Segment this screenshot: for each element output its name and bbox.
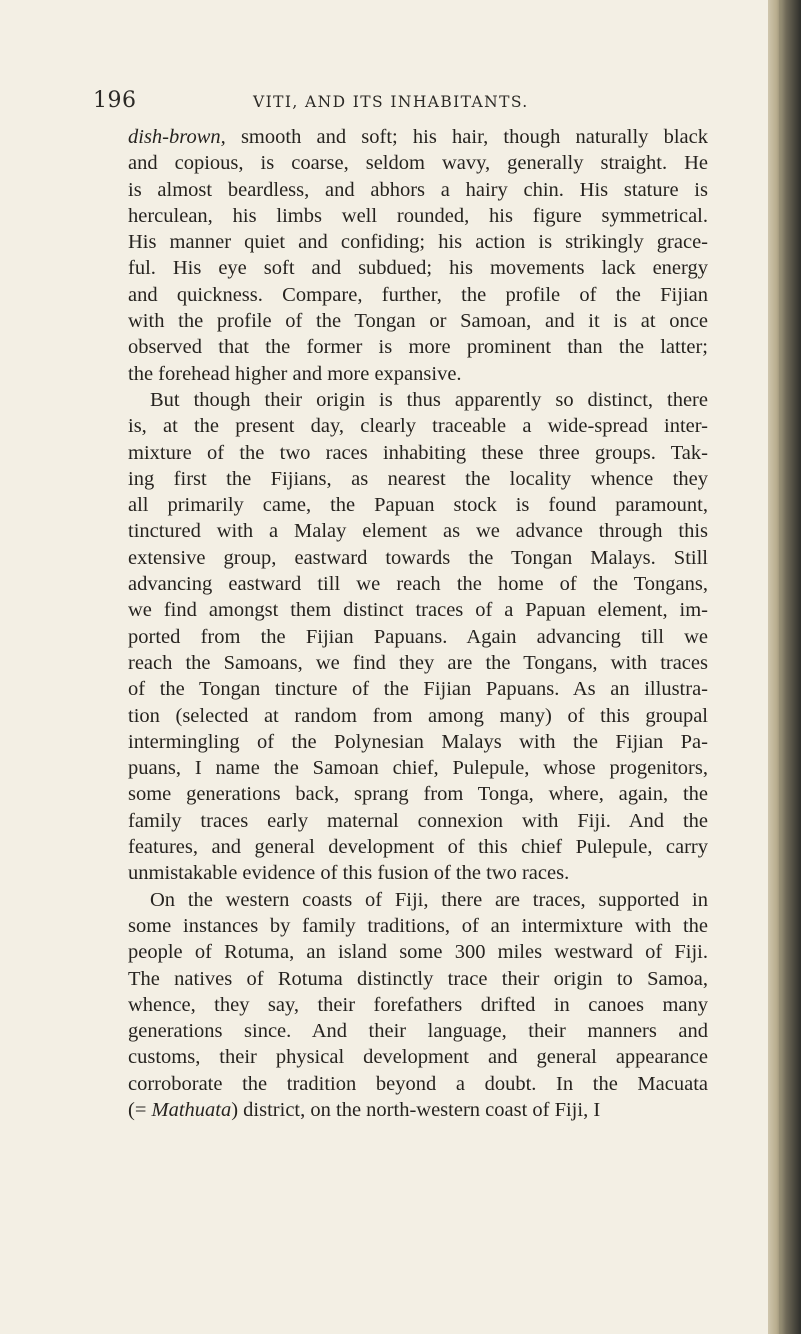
line-text: some generations back, sprang from Tonga, where, again, the: [128, 783, 708, 806]
line-text: is, at the present day, clearly traceable a wide-spread inter-: [128, 415, 708, 438]
text-line: [128, 150, 708, 176]
line-text: unmistakable evidence of this fusion of the two races.: [128, 862, 570, 885]
text-line: [128, 466, 708, 492]
text-line: [128, 440, 708, 466]
text-line: [128, 992, 708, 1018]
text-line: [128, 676, 708, 702]
running-head: VITI, AND ITS INHABITANTS.: [253, 93, 529, 111]
line-text: of the Tongan tincture of the Fijian Papuans. As an illustra-: [128, 678, 708, 701]
line-text: corroborate the tradition beyond a doubt. In the Macuata: [128, 1072, 708, 1095]
text-line: [128, 518, 708, 544]
text-line: [128, 1044, 708, 1070]
line-text: mixture of the two races inhabiting these three groups. Tak-: [128, 441, 708, 464]
line-text: the forehead higher and more expansive.: [128, 362, 462, 385]
text-line: [128, 124, 708, 150]
text-line: [128, 1018, 708, 1044]
text-line: [128, 808, 708, 834]
italic-text: dish-brown,: [128, 126, 226, 148]
text-line: [128, 492, 708, 518]
page-edge-stripe: [779, 0, 782, 1334]
line-text: observed that the former is more prominent than the latter;: [128, 336, 708, 359]
line-text: advancing eastward till we reach the home of the Tongans,: [128, 573, 708, 596]
line-text: reach the Samoans, we find they are the Tongans, with traces: [128, 651, 708, 674]
line-text: generations since. And their language, their manners and: [128, 1020, 708, 1043]
text-line: [128, 361, 708, 387]
text-line: [128, 177, 708, 203]
text-line: [128, 597, 708, 623]
text-line: [128, 650, 708, 676]
text-line: [128, 781, 708, 807]
text-line: [128, 966, 708, 992]
line-text: puans, I name the Samoan chief, Pulepule, whose progenitors,: [128, 757, 708, 780]
line-text: family traces early maternal connexion with Fiji. And the: [128, 809, 708, 832]
text-line: [128, 229, 708, 255]
text-line: [128, 913, 708, 939]
line-text: and copious, is coarse, seldom wavy, generally straight. He: [128, 152, 708, 175]
text-line: [128, 545, 708, 571]
line-text: But though their origin is thus apparently so distinct, there: [150, 388, 708, 411]
text-line: [128, 624, 708, 650]
text-line: [128, 203, 708, 229]
line-text: tinctured with a Malay element as we advance through this: [128, 520, 708, 543]
text-line: [128, 729, 708, 755]
line-text: we find amongst them distinct traces of a Papuan element, im-: [128, 599, 708, 622]
line-text: ful. His eye soft and subdued; his movements lack energy: [128, 257, 708, 280]
line-text: tion (selected at random from among many) of this groupal: [128, 704, 708, 727]
text-line: [128, 755, 708, 781]
text-line: [128, 255, 708, 281]
line-text: His manner quiet and confiding; his action is strikingly grace-: [128, 231, 708, 254]
text-line: [128, 887, 708, 913]
line-text: ing first the Fijians, as nearest the locality whence they: [128, 467, 708, 490]
page-header: [0, 88, 768, 118]
line-text: ) district, on the north-western coast of Fiji, I: [231, 1098, 601, 1121]
line-text: is almost beardless, and abhors a hairy chin. His stature is: [128, 178, 708, 201]
line-text: intermingling of the Polynesian Malays with the Fijian Pa-: [128, 730, 708, 753]
line-text: features, and general development of this chief Pulepule, carry: [128, 836, 708, 859]
italic-text: Mathuata: [151, 1098, 232, 1121]
text-line: [128, 571, 708, 597]
line-text: customs, their physical development and general appearance: [128, 1046, 708, 1069]
text-line: [128, 282, 708, 308]
line-text: whence, they say, their forefathers drifted in canoes many: [128, 993, 708, 1016]
text-line: [128, 703, 708, 729]
line-text: (=: [128, 1098, 152, 1121]
text-line: [128, 1071, 708, 1097]
line-text: herculean, his limbs well rounded, his figure symmetrical.: [128, 204, 708, 227]
line-text: people of Rotuma, an island some 300 miles westward of Fiji.: [128, 941, 708, 964]
line-text: ported from the Fijian Papuans. Again advancing till we: [128, 625, 708, 648]
text-line: [128, 834, 708, 860]
line-text: with the profile of the Tongan or Samoan, and it is at once: [128, 310, 708, 333]
line-text: extensive group, eastward towards the Tongan Malays. Still: [128, 546, 708, 569]
line-text: smooth and soft; his hair, though naturally black: [225, 126, 708, 148]
line-text: On the western coasts of Fiji, there are traces, supported in: [150, 888, 708, 911]
line-text: all primarily came, the Papuan stock is found paramount,: [128, 494, 708, 517]
line-text: and quickness. Compare, further, the profile of the Fijian: [128, 283, 708, 306]
text-line: [128, 387, 708, 413]
body-text: [128, 124, 708, 1123]
text-line: [128, 1097, 708, 1123]
text-line: [128, 413, 708, 439]
page-number: 196: [93, 88, 137, 113]
text-line: [128, 860, 708, 886]
page-edge: [768, 0, 801, 1334]
text-line: [128, 939, 708, 965]
text-line: [128, 334, 708, 360]
line-text: some instances by family traditions, of an intermixture with the: [128, 914, 708, 937]
line-text: The natives of Rotuma distinctly trace their origin to Samoa,: [128, 967, 708, 990]
text-line: [128, 308, 708, 334]
